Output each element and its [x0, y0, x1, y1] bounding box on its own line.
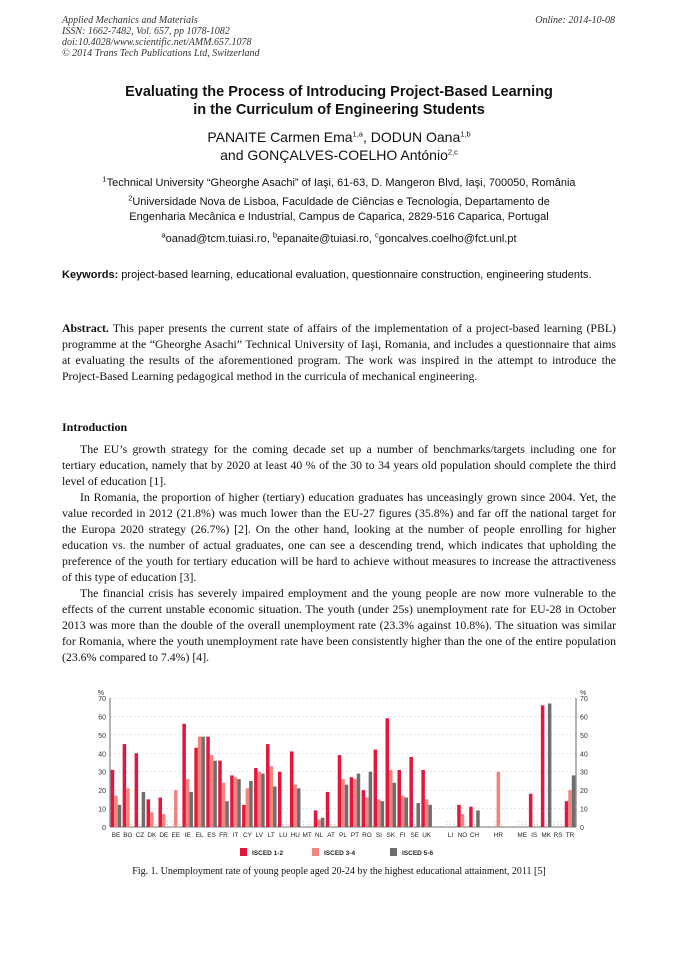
email-b[interactable]: epanaite@tuiasi.ro, [277, 233, 376, 245]
x-tick-label: AT [327, 832, 335, 839]
bar [222, 783, 226, 827]
author-3-sup: 2,c [447, 147, 458, 157]
bar [201, 737, 205, 827]
section-heading-introduction: Introduction [62, 420, 128, 434]
x-tick-label: SE [410, 832, 419, 839]
y-tick-label-left: 0 [102, 825, 106, 832]
paragraph-2: In Romania, the proportion of higher (tertiary) education graduates has unceasingly grown since 2004. Yet, the value recorded in 2012 (21.8%) was much lower than the EU-27 figures (35.8%) and far off the national target for the Europa 2020 strategy (26.7%) [2]. On the other hand, looking at the number of people enrolling for higher education vs. the number of actual graduates, one can see a descending trend, which indicates that upholding the preference of the youth for tertiary education will be hard to achieve without measures to increase the attractiveness of this type of education [3]. [62, 490, 616, 584]
title-line-1: Evaluating the Process of Introducing Project-Based Learning [125, 84, 553, 100]
unemployment-bar-chart [60, 686, 620, 866]
author-2: DODUN Oana [370, 129, 461, 145]
bar [186, 779, 190, 827]
bar [189, 792, 193, 827]
bar [194, 748, 198, 827]
paper-title [62, 83, 616, 119]
missing-value-marker: : [533, 821, 536, 827]
x-tick-label: LU [279, 832, 288, 839]
missing-value-marker: : [493, 821, 496, 827]
bar [273, 786, 277, 827]
missing-value-marker: : [517, 821, 520, 827]
affiliation-2-line-1: Universidade Nova de Lisboa, Faculdade de Ciências e Tecnologia, Departamento de [132, 196, 550, 208]
affiliation-1-text: Technical University “Gheorghe Asachi” of Iaşi, 61-63, D. Mangeron Blvd, Iaşi, 700050, România [106, 177, 576, 189]
bar [428, 805, 432, 827]
missing-value-marker: : [282, 821, 285, 827]
legend-swatch [240, 848, 247, 856]
bar [261, 774, 265, 827]
bar [237, 779, 241, 827]
bar [198, 737, 202, 827]
x-tick-label: FI [399, 832, 406, 839]
bar [111, 770, 115, 827]
bar [126, 788, 130, 827]
x-tick-label: LT [267, 832, 275, 839]
bar [353, 779, 357, 827]
missing-value-marker: : [536, 821, 539, 827]
y-tick-label-left: 40 [98, 751, 106, 759]
bar [213, 761, 217, 827]
legend-label: ISCED 3-4 [324, 850, 356, 857]
bar [541, 705, 545, 827]
y-tick-label-right: 40 [580, 751, 588, 759]
missing-value-marker: : [473, 821, 476, 827]
y-tick-label-right: 50 [580, 732, 588, 740]
author-and: and [220, 147, 248, 163]
y-tick-label-left: 50 [98, 732, 106, 740]
keywords-text: project-based learning, educational evaluation, questionnaire construction, engineering students. [118, 269, 592, 281]
bar [290, 751, 294, 827]
bar [174, 790, 181, 827]
bar [135, 753, 139, 827]
bar [338, 755, 342, 827]
x-tick-label: BG [123, 832, 133, 839]
paragraph-1: The EU’s growth strategy for the coming decade set up a number of benchmarks/targets including one for tertiary education, namely that by 2020 at least 40 % of the 30 to 34 years old population should complete the third level of education [1]. [62, 442, 616, 488]
author-1: PANAITE Carmen Ema [207, 129, 353, 145]
bar [365, 798, 369, 827]
bar [374, 750, 378, 827]
bar [469, 807, 473, 827]
legend-label: ISCED 5-6 [402, 850, 434, 857]
bar [425, 799, 429, 827]
missing-value-marker: : [453, 821, 455, 827]
y-tick-label-left: 60 [98, 714, 106, 722]
paragraph-3: The financial crisis has severely impaired employment and the young people are now more vulnerable to the effects of the current unstable economic situation. The youth (under 25s) unemployment rate for EU-28 in October 2013 was more than the double of the overall unemployment rate (23.3% against 10.8%). The situation was similar for Romania, where the youth unemployment rate have been consistently higher than the one of the entire population (23.6% compared to 7.4%) [4]. [62, 586, 616, 664]
x-tick-label: HU [290, 832, 300, 839]
y-tick-label-right: 20 [580, 788, 588, 796]
bar [317, 820, 321, 827]
bar [297, 788, 301, 827]
bar [397, 770, 401, 827]
bar [234, 777, 238, 827]
bar [350, 777, 354, 827]
bar [254, 768, 258, 827]
x-tick-label: PT [350, 832, 360, 839]
email-c[interactable]: goncalves.coelho@fct.unl.pt [378, 233, 517, 245]
x-tick-label: HR [493, 832, 503, 839]
x-tick-label: SI [375, 832, 382, 839]
bar [158, 798, 162, 827]
bar [321, 818, 325, 827]
bar [381, 801, 385, 827]
bar [421, 770, 425, 827]
email-a-sup: a [161, 230, 166, 240]
bar [409, 757, 413, 827]
bar [345, 785, 349, 827]
x-tick-label: PL [339, 832, 347, 839]
bar [413, 803, 420, 827]
bar [568, 790, 572, 827]
bar [246, 788, 250, 827]
abstract [62, 320, 616, 384]
figure-caption: Fig. 1. Unemployment rate of young people aged 20-24 by the highest educational attainment, 2011 [5] [132, 866, 546, 877]
issn: ISSN: 1662-7482, Vol. 657, pp 1078-1082 [62, 26, 230, 37]
missing-value-marker: : [154, 821, 157, 827]
bar [142, 792, 146, 827]
bar [314, 810, 318, 827]
affiliation-2 [62, 195, 616, 225]
legend-label: ISCED 1-2 [252, 850, 284, 857]
bar [405, 798, 409, 827]
x-tick-label: LV [255, 832, 264, 839]
journal-name: Applied Mechanics and Materials [62, 15, 198, 26]
author-3: GONÇALVES-COELHO António [247, 147, 448, 163]
x-tick-label: SK [386, 832, 396, 839]
missing-value-marker: : [330, 821, 332, 827]
bar [393, 783, 397, 827]
bar [150, 812, 154, 827]
title-line-2: in the Curriculum of Engineering Students [193, 102, 485, 118]
y-tick-label-right: 60 [580, 714, 588, 722]
bar [266, 744, 270, 827]
bar [249, 781, 253, 827]
doi: doi:10.4028/www.scientific.net/AMM.657.1078 [62, 37, 252, 48]
x-tick-label: BE [111, 832, 121, 839]
author-1-sup: 1,a [352, 129, 363, 139]
x-tick-label: UK [422, 832, 432, 839]
bar [210, 755, 214, 827]
bar [377, 799, 381, 827]
keywords-label: Keywords: [62, 269, 119, 281]
email-a[interactable]: oanad@tcm.tuiasi.ro, [165, 233, 273, 245]
keywords [62, 268, 616, 283]
missing-value-marker: : [178, 821, 181, 827]
bar [182, 724, 186, 827]
bar [206, 737, 210, 827]
missing-value-marker: : [139, 821, 141, 827]
bar [278, 772, 285, 827]
y-axis-label-right: % [580, 690, 587, 697]
x-tick-label: EL [195, 832, 204, 839]
missing-value-marker: : [449, 821, 452, 827]
missing-value-marker: : [309, 821, 312, 827]
y-tick-label-left: 10 [98, 806, 106, 814]
missing-value-marker: : [545, 821, 547, 827]
y-axis-label-left: % [97, 690, 104, 697]
x-tick-label: TR [565, 832, 575, 839]
bar [572, 775, 576, 827]
abstract-label: Abstract. [62, 321, 109, 335]
missing-value-marker: : [285, 821, 288, 827]
x-tick-label: IT [232, 832, 239, 839]
bar [389, 770, 393, 827]
affiliation-2-sup: 2 [128, 193, 133, 203]
bar [118, 805, 122, 827]
bar [230, 775, 234, 827]
x-tick-label: EE [171, 832, 180, 839]
online-date: Online: 2014-10-08 [535, 15, 615, 26]
x-tick-label: CY [242, 832, 252, 839]
x-tick-label: CH [469, 832, 480, 839]
bar [326, 792, 330, 827]
bar [473, 810, 480, 827]
bar [548, 704, 552, 827]
bar [362, 790, 366, 827]
missing-value-marker: : [521, 821, 524, 827]
missing-value-marker: : [413, 821, 416, 827]
x-tick-label: MK [541, 832, 551, 839]
affiliation-1-sup: 1 [102, 174, 107, 184]
y-tick-label-right: 30 [580, 769, 588, 777]
missing-value-marker: : [557, 821, 559, 827]
missing-value-marker: : [501, 821, 503, 827]
legend-swatch [390, 848, 397, 856]
bar [293, 785, 297, 827]
missing-value-marker: : [560, 821, 563, 827]
author-list [62, 128, 616, 164]
bar [218, 761, 222, 827]
missing-value-marker: : [446, 821, 448, 827]
author-emails [62, 232, 616, 247]
missing-value-marker: : [333, 821, 336, 827]
legend-swatch [312, 848, 319, 856]
missing-value-marker: : [130, 821, 133, 827]
missing-value-marker: : [171, 821, 174, 827]
bar [147, 799, 151, 827]
email-c-sup: c [375, 230, 379, 240]
missing-value-marker: : [553, 821, 556, 827]
missing-value-marker: : [302, 821, 305, 827]
missing-value-marker: : [306, 821, 308, 827]
x-tick-label: MT [302, 832, 312, 839]
author-2-sup: 1,b [460, 129, 471, 139]
y-tick-label-left: 20 [98, 788, 106, 796]
x-tick-label: LI [447, 832, 454, 839]
x-tick-label: RS [553, 832, 563, 839]
x-tick-label: FR [219, 832, 228, 839]
bar [162, 814, 169, 827]
x-tick-label: IS [531, 832, 538, 839]
bar [114, 796, 118, 827]
bar [461, 814, 465, 827]
introduction-body [62, 441, 616, 665]
bar [457, 805, 461, 827]
affiliation-2-line-2: Engenharia Mecânica e Industrial, Campus de Caparica, 2829-516 Caparica, Portugal [129, 211, 549, 223]
bar [270, 766, 274, 827]
x-tick-label: DK [147, 832, 157, 839]
journal-header [62, 15, 260, 59]
missing-value-marker: : [465, 821, 467, 827]
y-tick-label-right: 70 [580, 696, 588, 703]
x-tick-label: ME [517, 832, 528, 839]
bar [341, 779, 345, 827]
x-tick-label: RO [362, 832, 372, 839]
abstract-text: This paper presents the current state of affairs of the implementation of a project-based learning (PBL) programme at the “Gheorghe Asachi” Technical University of Iaşi, Romania, and includes a questionnaire that aims at evaluating the results of the aforementioned program. The work was inspired in the attempt to introduce the Project-Based Learning pedagogical method in the curricula of mechanical engineering. [62, 321, 616, 383]
y-tick-label-right: 0 [580, 825, 584, 832]
x-tick-label: DE [159, 832, 169, 839]
bar [242, 805, 246, 827]
email-b-sup: b [272, 230, 277, 240]
bar [565, 801, 569, 827]
bar [225, 801, 229, 827]
bar [258, 772, 262, 827]
x-tick-label: ES [207, 832, 216, 839]
y-tick-label-right: 10 [580, 806, 588, 814]
bar [497, 772, 501, 827]
affiliation-1 [62, 176, 616, 191]
missing-value-marker: : [166, 821, 169, 827]
y-tick-label-left: 70 [98, 696, 106, 703]
x-tick-label: NO [457, 832, 468, 839]
x-tick-label: CZ [135, 832, 145, 839]
bar [386, 718, 390, 827]
missing-value-marker: : [524, 821, 527, 827]
bar [529, 794, 536, 827]
bar [401, 796, 405, 827]
x-tick-label: IE [184, 832, 191, 839]
y-tick-label-left: 30 [98, 769, 106, 777]
copyright: © 2014 Trans Tech Publications Ltd, Switzerland [62, 48, 260, 59]
bar [123, 744, 127, 827]
bar [369, 772, 373, 827]
author-separator: , [362, 129, 371, 145]
figure-1 [60, 686, 620, 866]
bar [357, 774, 361, 827]
x-tick-label: NL [315, 832, 324, 839]
